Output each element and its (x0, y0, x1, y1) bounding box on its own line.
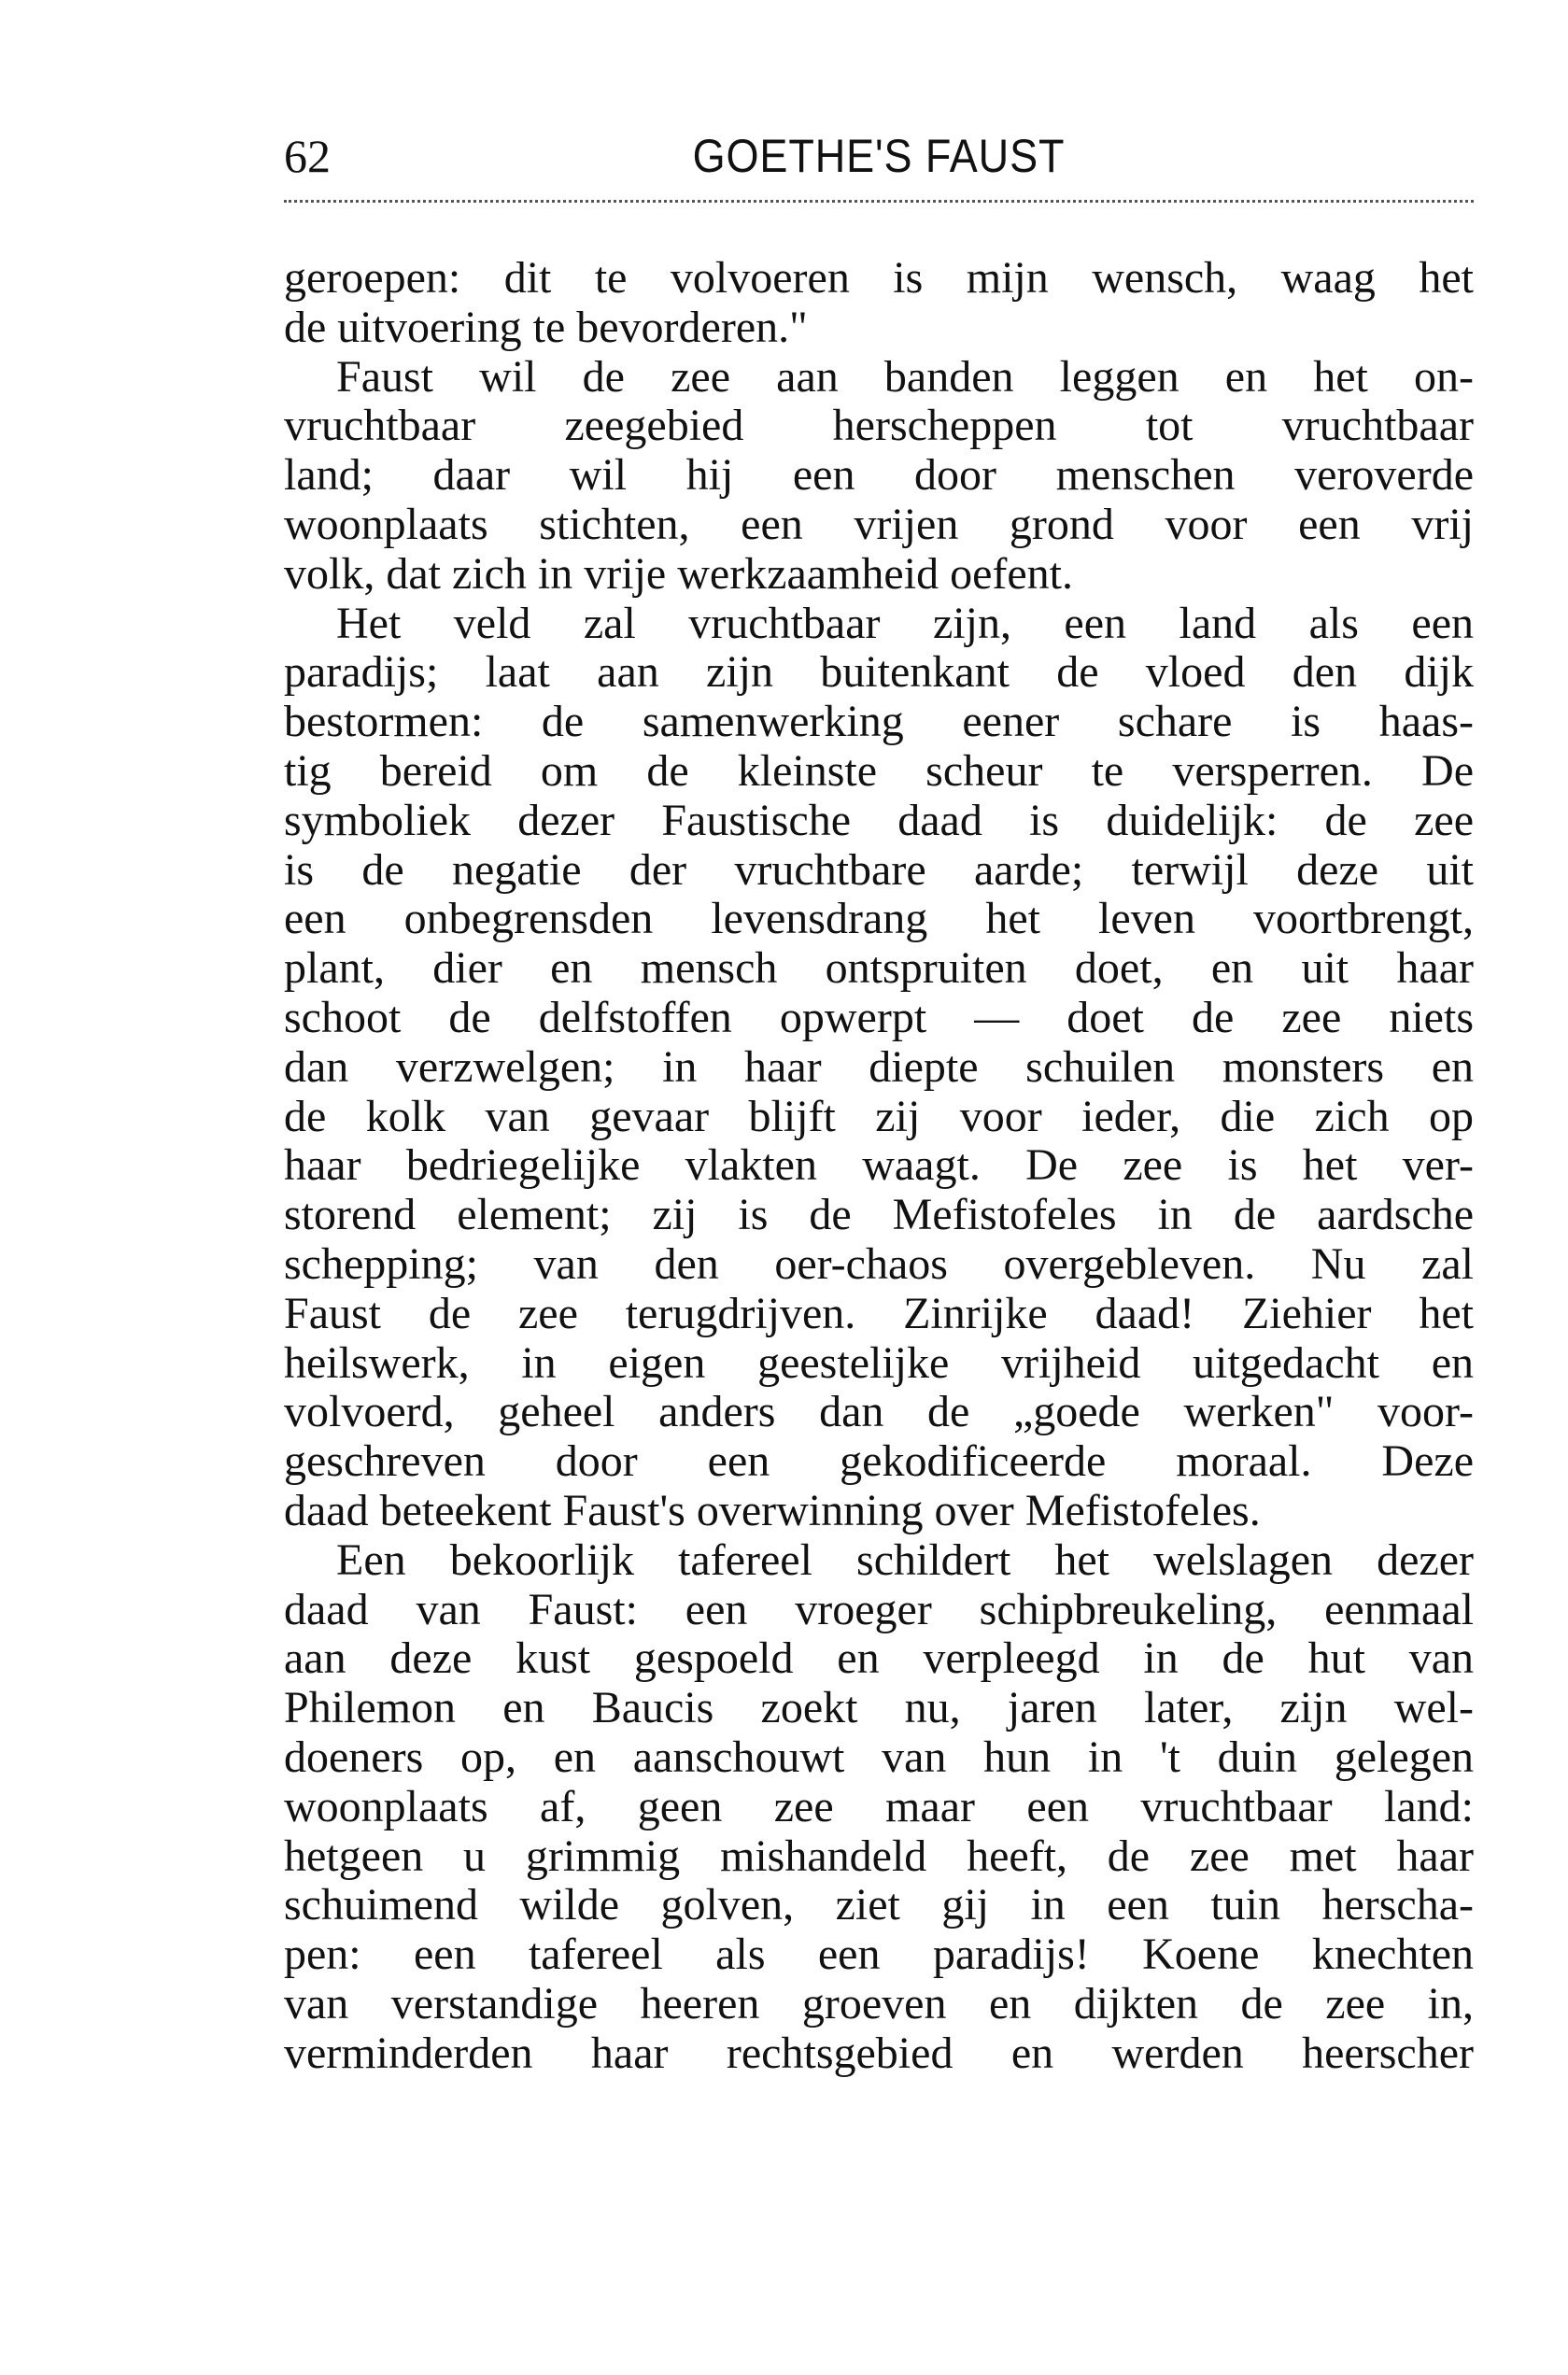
text-line: de kolk van gevaar blijft zij voor ieder, die zich op (284, 1091, 1474, 1141)
text-line: symboliek dezer Faustische daad is duidelijk: de zee (284, 795, 1474, 845)
text-line: Een bekoorlijk tafereel schildert het welslagen dezer (336, 1534, 1474, 1585)
text-line: doeners op, en aanschouwt van hun in 't duin gelegen (284, 1732, 1474, 1782)
text-line: plant, dier en mensch ontspruiten doet, en uit haar (284, 943, 1474, 994)
text-line: schuimend wilde golven, ziet gij in een tuin herscha- (284, 1880, 1474, 1930)
text-line: heilswerk, in eigen geestelijke vrijheid uitgedacht en (284, 1337, 1474, 1388)
text-line: volk, dat zich in vrije werkzaamheid oefent. (284, 548, 1073, 599)
running-header (284, 129, 1474, 189)
text-line: woonplaats af, geen zee maar een vruchtbaar land: (284, 1781, 1474, 1831)
text-line: is de negatie der vruchtbare aarde; terwijl deze uit (284, 844, 1474, 895)
text-line: van verstandige heeren groeven en dijkten de zee in, (284, 1978, 1474, 2029)
text-line: een onbegrensden levensdrang het leven voortbrengt, (284, 894, 1474, 944)
text-line: volvoerd, geheel anders dan de „goede werken" voor- (284, 1387, 1474, 1437)
text-line: Philemon en Baucis zoekt nu, jaren later, zijn wel- (284, 1683, 1474, 1733)
text-line: Faust de zee terugdrijven. Zinrijke daad! Ziehier het (284, 1288, 1474, 1338)
text-line: verminderden haar rechtsgebied en werden heerscher (284, 2028, 1474, 2078)
text-line: hetgeen u grimmig mishandeld heeft, de zee met haar (284, 1831, 1474, 1881)
text-line: storend element; zij is de Mefistofeles in de aardsche (284, 1190, 1474, 1240)
running-title: GOETHE'S FAUST (692, 130, 1066, 182)
text-line: Het veld zal vruchtbaar zijn, een land als een (336, 598, 1474, 648)
text-line: dan verzwelgen; in haar diepte schuilen monsters en (284, 1041, 1474, 1092)
text-line: schepping; van den oer-chaos overgebleven. Nu zal (284, 1238, 1474, 1289)
text-line: pen: een tafereel als een paradijs! Koene knechten (284, 1930, 1474, 1980)
text-line: haar bedriegelijke vlakten waagt. De zee is het ver- (284, 1140, 1474, 1191)
text-line: tig bereid om de kleinste scheur te versperren. De (284, 745, 1474, 796)
text-line: Faust wil de zee aan banden leggen en het on- (336, 351, 1474, 402)
text-line: land; daar wil hij een door menschen veroverde (284, 450, 1474, 501)
text-line: geschreven door een gekodificeerde moraal. Deze (284, 1436, 1474, 1487)
dotted-rule (284, 200, 1474, 203)
text-line: bestormen: de samenwerking eener schare is haas- (284, 697, 1474, 747)
text-line: de uitvoering te bevorderen." (284, 302, 808, 352)
text-line: vruchtbaar zeegebied herscheppen tot vruchtbaar (284, 401, 1474, 451)
page-number: 62 (284, 130, 331, 182)
text-line: aan deze kust gespoeld en verpleegd in de hut van (284, 1633, 1474, 1684)
text-line: paradijs; laat aan zijn buitenkant de vloed den dijk (284, 647, 1474, 698)
text-line: woonplaats stichten, een vrijen grond voor een vrij (284, 499, 1474, 549)
body-text (284, 254, 1474, 2078)
text-line: daad van Faust: een vroeger schipbreukeling, eenmaal (284, 1584, 1474, 1634)
text-line: daad beteekent Faust's overwinning over Mefistofeles. (284, 1485, 1261, 1535)
text-line: schoot de delfstoffen opwerpt — doet de zee niets (284, 992, 1474, 1042)
text-line: geroepen: dit te volvoeren is mijn wensch, waag het (284, 253, 1474, 303)
